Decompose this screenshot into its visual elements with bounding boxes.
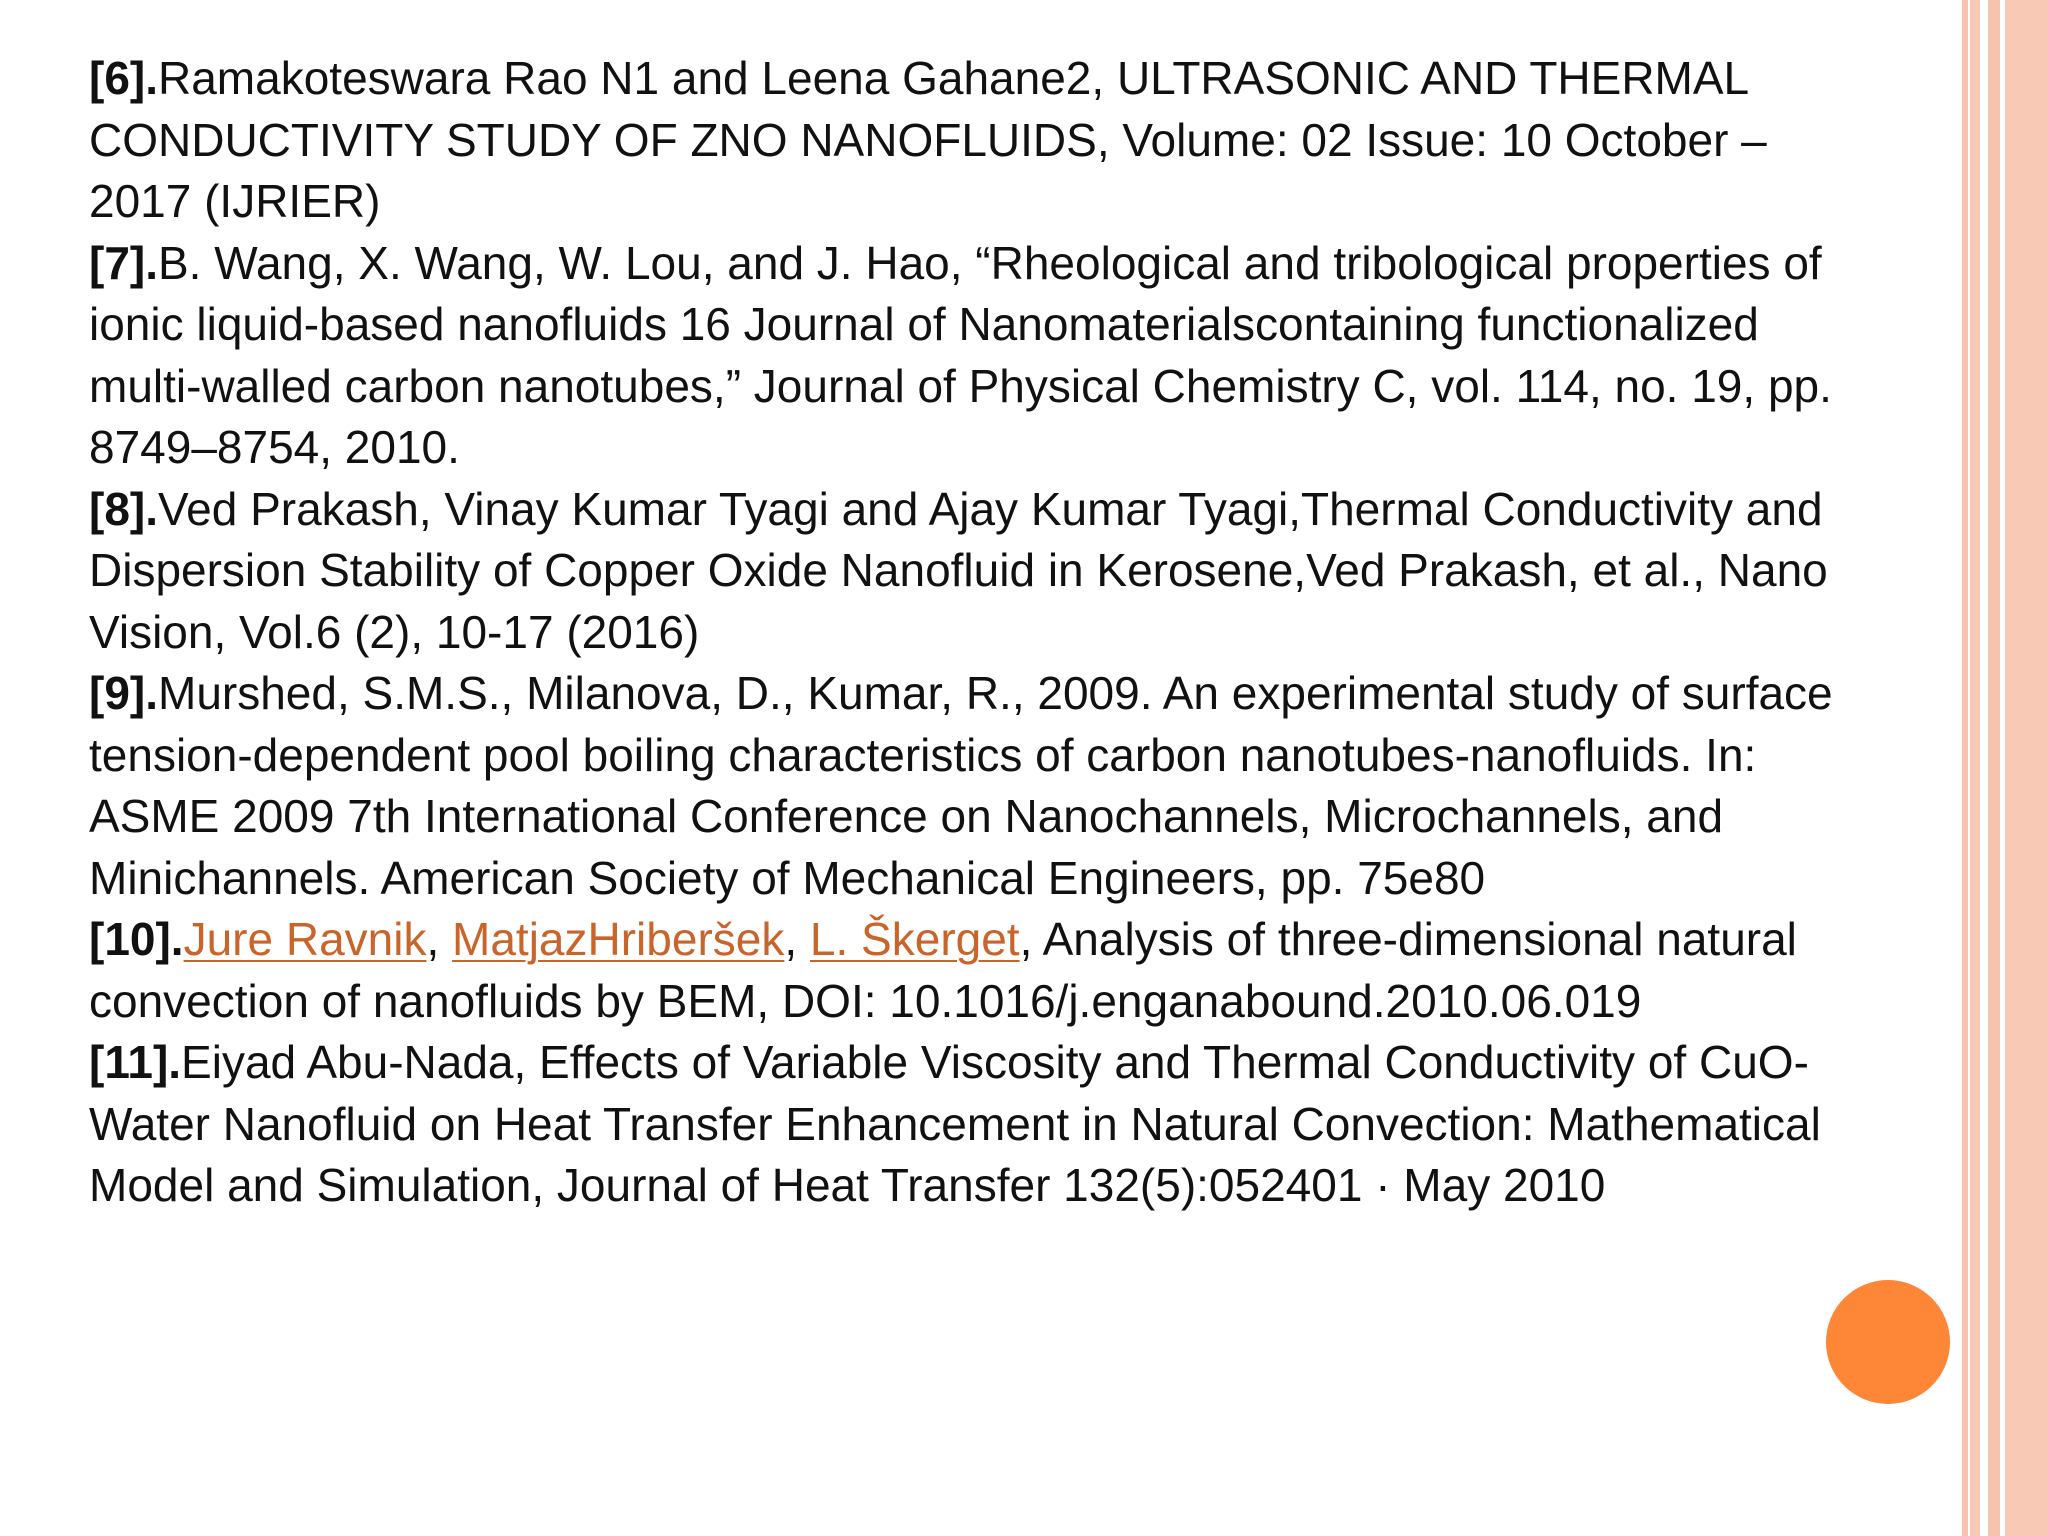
reference-list: [89, 48, 1849, 1217]
reference-text: Eiyad Abu-Nada, Effects of Variable Viscosity and Thermal Conductivity of CuO-Water Nanofluid on Heat Transfer Enhancement in Natural Convection: Mathematical Model and Simulation, Journal of Heat Transfer 132(5):052401 · May 2010: [89, 1036, 1821, 1211]
reference-text: Ved Prakash, Vinay Kumar Tyagi and Ajay Kumar Tyagi,Thermal Conductivity and Dispersion Stability of Copper Oxide Nanofluid in Kerosene,Ved Prakash, et al., Nano Vision, Vol.6 (2), 10-17 (2016): [89, 482, 1828, 658]
reference-number: [10].: [89, 913, 184, 965]
reference-text: B. Wang, X. Wang, W. Lou, and J. Hao, “Rheological and tribological properties of ionic liquid-based nanofluids 16 Journal of Nanomaterialscontaining functionalized multi-walled carbon nanotubes,” Journal of Physical Chemistry C, vol. 114, no. 19, pp. 8749–8754, 2010.: [89, 236, 1832, 473]
reference-11: [89, 1032, 1849, 1217]
reference-text: , Analysis of three-dimensional natural convection of nanofluids by BEM, DOI: 10.1016/j.enganabound.2010.06.019: [89, 913, 1797, 1027]
reference-number: [11].: [89, 1036, 182, 1088]
author-link-matjaz-hribersek[interactable]: MatjazHriberšek: [452, 913, 785, 965]
reference-number: [8].: [89, 482, 158, 535]
decorative-stripe: [2005, 0, 2048, 1536]
author-separator: ,: [784, 913, 810, 965]
reference-6: [89, 48, 1849, 233]
reference-10: [89, 909, 1849, 1032]
decorative-stripe-gap: [1980, 0, 1988, 1536]
reference-7: [89, 233, 1849, 479]
reference-8: [89, 479, 1849, 664]
author-link-l-skerget[interactable]: L. Škerget: [809, 913, 1020, 965]
reference-text: Ramakoteswara Rao N1 and Leena Gahane2, ULTRASONIC AND THERMAL CONDUCTIVITY STUDY OF ZNO NANOFLUIDS, Volume: 02 Issue: 10 October – 2017 (IJRIER): [89, 52, 1767, 227]
reference-9: [89, 663, 1849, 909]
decorative-stripe: [1988, 0, 2000, 1536]
author-separator: ,: [426, 913, 453, 965]
accent-circle: [1826, 1280, 1950, 1404]
decorative-stripe: [1970, 0, 1980, 1536]
author-link-jure-ravnik[interactable]: Jure Ravnik: [183, 913, 427, 965]
reference-number: [6].: [89, 52, 158, 104]
reference-number: [9].: [89, 667, 158, 719]
reference-text: Murshed, S.M.S., Milanova, D., Kumar, R., 2009. An experimental study of surface tension-dependent pool boiling characteristics of carbon nanotubes-nanofluids. In: ASME 2009 7th International Conference on Nanochannels, Microchannels, and Minichannels. American Society of Mechanical Engineers, pp. 75e80: [89, 667, 1833, 904]
reference-number: [7].: [89, 236, 158, 289]
